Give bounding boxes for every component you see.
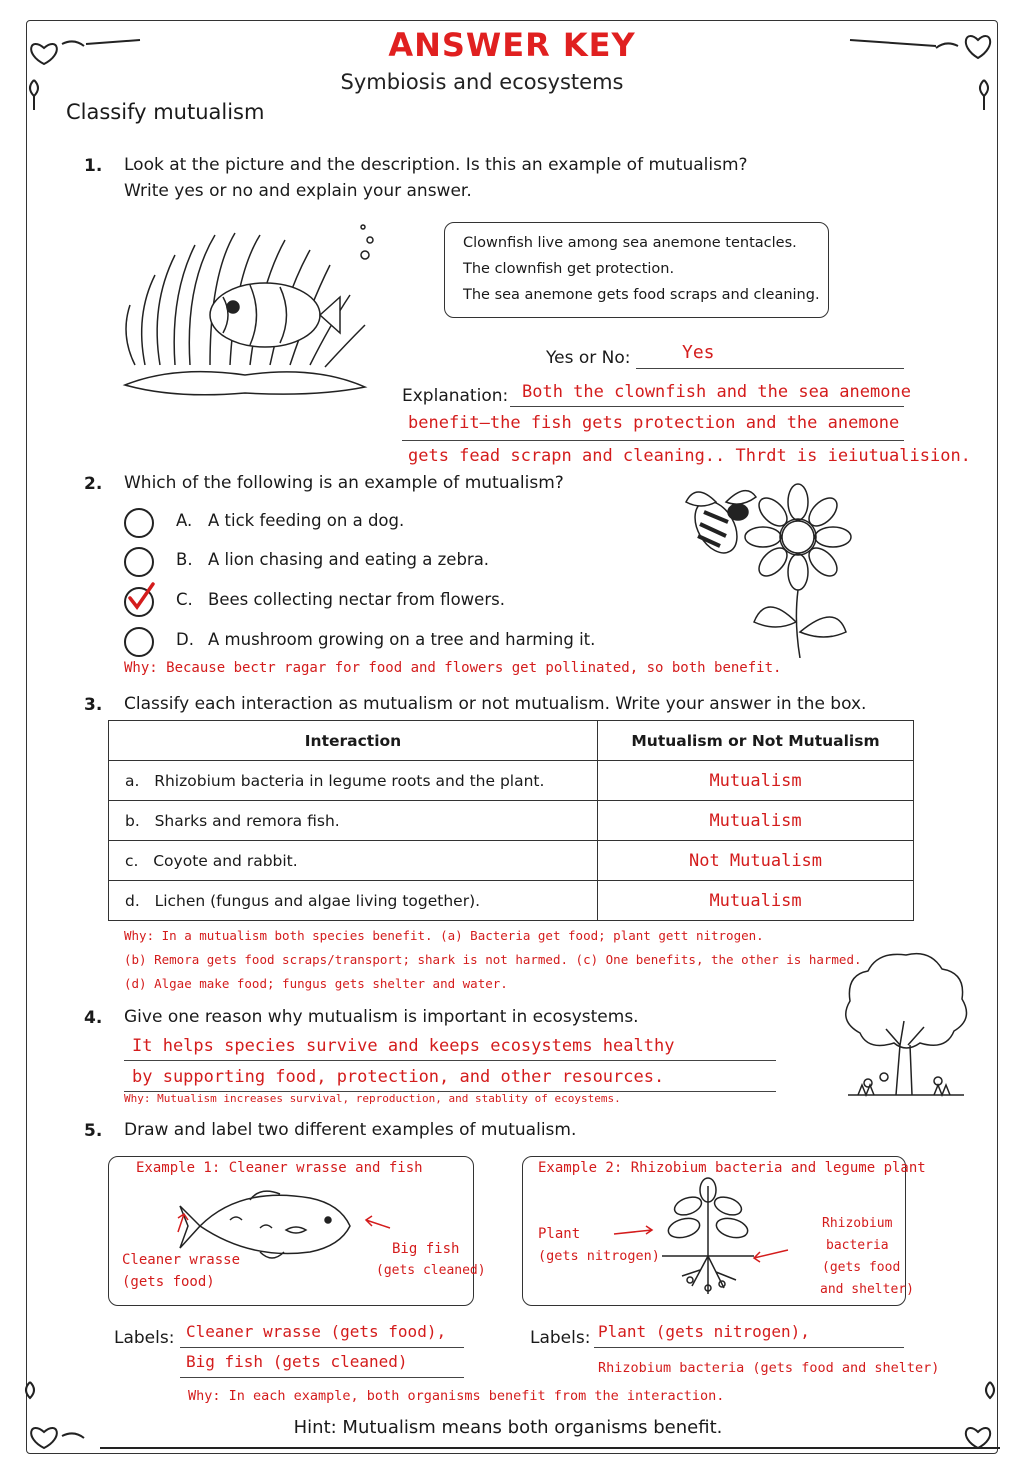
table-header-interaction: Interaction <box>109 721 598 761</box>
labels-2-word: Labels: <box>530 1328 591 1348</box>
info-line: The sea anemone gets food scraps and cleaning. <box>463 287 820 303</box>
q3-why-3: (d) Algae make food; fungus gets shelter and water. <box>124 976 508 991</box>
tree-illustration <box>838 945 974 1105</box>
row-letter: a. <box>125 771 140 790</box>
explanation-answer-1: Both the clownfish and the sea anemone <box>522 382 911 402</box>
yes-no-line <box>636 368 904 369</box>
q5-prompt: Draw and label two different examples of mutualism. <box>124 1120 577 1140</box>
explanation-answer-2: benefit—the fish gets protection and the anemone <box>408 413 900 433</box>
legume-plant-illustration <box>612 1176 792 1300</box>
labels-1-line <box>180 1347 464 1348</box>
row-answer: Mutualism <box>709 810 802 831</box>
ex2-label-b2: bacteria <box>826 1238 889 1253</box>
explanation-line <box>510 406 904 407</box>
ex2-label-a1: Plant <box>538 1226 581 1242</box>
q3-number: 3. <box>84 695 103 715</box>
q4-line <box>124 1060 776 1061</box>
page-title: ANSWER KEY <box>388 26 636 64</box>
yes-no-answer: Yes <box>682 342 715 363</box>
row-interaction: Sharks and remora fish. <box>154 811 340 830</box>
ex1-label-b2: (gets cleaned) <box>376 1263 486 1278</box>
q2-number: 2. <box>84 474 103 494</box>
classification-table <box>108 720 914 921</box>
q4-answer-2: by supporting food, protection, and other resources. <box>132 1067 665 1087</box>
labels-2-answer-2: Rhizobium bacteria (gets food and shelter) <box>598 1360 940 1376</box>
clownfish-anemone-illustration <box>115 215 385 405</box>
q1-line2: Write yes or no and explain your answer. <box>124 181 472 201</box>
row-answer: Mutualism <box>709 890 802 911</box>
ex2-label-b4: and shelter) <box>820 1282 914 1297</box>
ex2-label-a2: (gets nitrogen) <box>538 1248 660 1264</box>
q2-why: Why: Because bectr ragar for food and flowers get pollinated, so both benefit. <box>124 660 782 676</box>
q3-why-1: Why: In a mutualism both species benefit. (a) Bacteria get food; plant gett nitrogen. <box>124 928 764 943</box>
row-letter: c. <box>125 851 139 870</box>
info-line: Clownfish live among sea anemone tentacles. <box>463 235 797 251</box>
hint-text: Hint: Mutualism means both organisms benefit. <box>293 1417 723 1438</box>
table-header-answer: Mutualism or Not Mutualism <box>598 721 914 761</box>
q1-number: 1. <box>84 156 103 176</box>
row-letter: b. <box>125 811 140 830</box>
option-b-radio[interactable] <box>124 547 154 577</box>
q4-answer-1: It helps species survive and keeps ecosystems healthy <box>132 1036 675 1056</box>
yes-no-label: Yes or No: <box>546 348 631 368</box>
q1-prompt <box>124 152 748 204</box>
example-1-title: Example 1: Cleaner wrasse and fish <box>136 1160 423 1176</box>
row-answer: Mutualism <box>709 770 802 791</box>
example-2-title: Example 2: Rhizobium bacteria and legume plant <box>538 1160 926 1176</box>
q5-number: 5. <box>84 1121 103 1141</box>
labels-2-line <box>594 1347 904 1348</box>
q5-why: Why: In each example, both organisms benefit from the interaction. <box>188 1388 725 1404</box>
option-b-letter: B. <box>176 550 193 569</box>
labels-1-word: Labels: <box>114 1328 175 1348</box>
ex2-label-b1: Rhizobium <box>822 1216 893 1231</box>
row-interaction: Rhizobium bacteria in legume roots and the plant. <box>154 771 545 790</box>
q1-line1: Look at the picture and the description. Is this an example of mutualism? <box>124 155 748 175</box>
labels-1-line <box>180 1377 464 1378</box>
option-b-text: A lion chasing and eating a zebra. <box>208 550 490 569</box>
row-letter: d. <box>125 891 140 910</box>
row-interaction: Coyote and rabbit. <box>153 851 298 870</box>
q4-why: Why: Mutualism increases survival, reproduction, and stablity of ecoystems. <box>124 1092 621 1105</box>
labels-1-answer-1: Cleaner wrasse (gets food), <box>186 1322 447 1341</box>
row-interaction: Lichen (fungus and algae living together). <box>154 891 481 910</box>
option-c-letter: C. <box>176 590 193 609</box>
ex1-label-b1: Big fish <box>392 1241 460 1257</box>
bee-flower-illustration <box>676 482 876 658</box>
table-row <box>109 801 914 841</box>
explanation-label: Explanation: <box>402 386 509 406</box>
section-heading: Classify mutualism <box>66 100 265 124</box>
checkmark-icon <box>122 580 158 616</box>
explanation-line <box>402 440 904 441</box>
q3-why-2: (b) Remora gets food scraps/transport; shark is not harmed. (c) One benefits, the other is harmed. <box>124 952 862 967</box>
ex1-label-a1: Cleaner wrasse <box>122 1252 241 1268</box>
row-answer: Not Mutualism <box>688 850 823 871</box>
q4-number: 4. <box>84 1008 103 1028</box>
option-c-text: Bees collecting nectar from flowers. <box>208 590 505 609</box>
page-subtitle: Symbiosis and ecosystems <box>340 70 624 94</box>
ex1-label-a2: (gets food) <box>122 1274 215 1290</box>
table-row <box>109 761 914 801</box>
labels-1-answer-2: Big fish (gets cleaned) <box>186 1352 408 1371</box>
option-a-text: A tick feeding on a dog. <box>208 511 405 530</box>
info-line: The clownfish get protection. <box>463 261 675 277</box>
table-row <box>109 881 914 921</box>
q2-prompt: Which of the following is an example of mutualism? <box>124 473 564 493</box>
option-d-radio[interactable] <box>124 627 154 657</box>
labels-2-answer-1: Plant (gets nitrogen), <box>598 1322 810 1341</box>
option-a-letter: A. <box>176 511 193 530</box>
explanation-answer-3: gets fead scrapn and cleaning.. Thrdt is ieiutualision. <box>408 446 971 466</box>
option-d-text: A mushroom growing on a tree and harming it. <box>208 630 596 649</box>
ex2-label-b3: (gets food <box>822 1260 901 1275</box>
option-d-letter: D. <box>176 630 194 649</box>
q4-prompt: Give one reason why mutualism is important in ecosystems. <box>124 1007 639 1027</box>
option-a-radio[interactable] <box>124 508 154 538</box>
q3-prompt: Classify each interaction as mutualism or not mutualism. Write your answer in the box. <box>124 694 867 714</box>
table-row <box>109 841 914 881</box>
clownfish-info-box <box>444 222 829 318</box>
